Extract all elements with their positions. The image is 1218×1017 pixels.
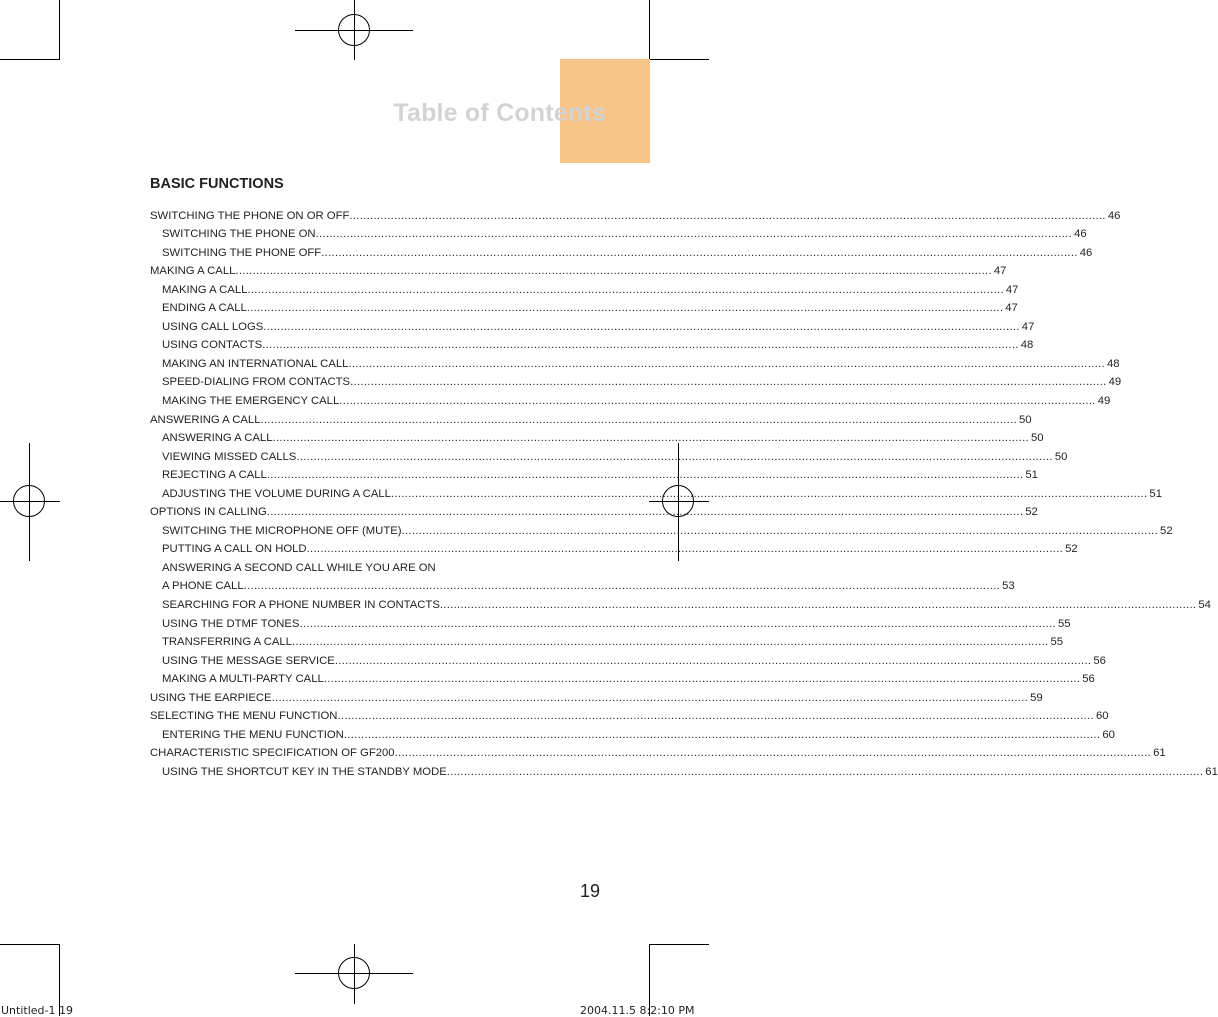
toc-entry [150,687,1043,706]
toc-page-number: 60 [1102,728,1115,741]
toc-entry-text: ADJUSTING THE VOLUME DURING A CALL [162,487,391,500]
toc-entry-text: VIEWING MISSED CALLS [162,450,297,463]
toc-page-number: 51 [1025,469,1038,482]
toc-leader-dots: ............................................................................................................................................................................................................................ [263,320,1020,333]
toc-subentry [150,613,1071,632]
toc-subentry [150,335,1034,354]
toc-page-number: 48 [1106,357,1120,370]
toc-entry-text: USING CONTACTS [162,339,263,352]
toc-subentry [150,483,1162,502]
toc-page-number: 59 [1030,691,1043,704]
toc-leader-dots: ............................................................................................................................................................................................................................ [446,765,1204,778]
toc-subentry [150,520,1173,539]
section-heading: BASIC FUNCTIONS [150,176,284,192]
toc-entry-text: SPEED-DIALING FROM CONTACTS [162,376,351,389]
toc-page-number: 55 [1057,617,1071,630]
toc-page-number: 60 [1095,710,1109,723]
toc-page-number: 47 [1005,283,1019,296]
toc-page-number: 47 [1005,302,1018,315]
toc-subentry [150,724,1115,743]
toc-entry [150,706,1109,725]
toc-leader-dots: ............................................................................................................................................................................................................................ [339,395,1096,408]
toc-leader-dots: ............................................................................................................................................................................................................................ [394,747,1152,760]
toc-page-number: 55 [1050,636,1064,649]
toc-leader-dots: ............................................................................................................................................................................................................................ [235,265,992,278]
toc-page-number: 50 [1031,432,1044,445]
toc-entry-text: REJECTING A CALL [162,469,267,482]
toc-entry-text: SWITCHING THE PHONE ON OR OFF [150,209,350,222]
toc-leader-dots: ............................................................................................................................................................................................................................ [243,580,1001,593]
toc-subentry [150,557,576,576]
toc-subentry [150,632,1064,651]
toc-page-number: 53 [1002,580,1015,593]
toc-entry-text: ANSWERING A CALL [150,413,261,426]
toc-page-number: 46 [1074,228,1087,241]
toc-entry-text: SWITCHING THE MICROPHONE OFF (MUTE) [162,524,402,537]
toc-entry [150,502,1038,521]
toc-leader-dots: ............................................................................................................................................................................................................................ [262,339,1019,352]
toc-entry-text: SELECTING THE MENU FUNCTION [150,710,338,723]
toc-subentry [150,372,1122,391]
toc-entry [150,261,1007,280]
toc-leader-dots: ............................................................................................................................................................................................................................ [306,543,1064,556]
toc-page-number: 46 [1107,209,1121,222]
toc-subentry [150,594,1211,613]
toc-entry-text: PUTTING A CALL ON HOLD [162,543,307,556]
toc-subentry [150,761,1218,780]
toc-entry-text: CHARACTERISTIC SPECIFICATION OF GF200 [150,747,395,760]
toc-leader-dots: ............................................................................................................................................................................................................................ [260,413,1017,426]
toc-subentry [150,465,1038,484]
toc-leader-dots: ............................................................................................................................................................................................................................ [271,691,1029,704]
toc-leader-dots: ............................................................................................................................................................................................................................ [291,636,1049,649]
toc-entry-text: SEARCHING FOR A PHONE NUMBER IN CONTACTS [162,599,440,612]
toc-leader-dots: ............................................................................................................................................................................................................................ [272,432,1029,445]
toc-entry-text: ENDING A CALL [162,302,247,315]
toc-leader-dots: ............................................................................................................................................................................................................................ [337,710,1094,723]
toc-entry-text: USING THE MESSAGE SERVICE [162,654,335,667]
toc-leader-dots: ............................................................................................................................................................................................................................ [439,599,1197,612]
toc-entry-text: SWITCHING THE PHONE OFF [162,246,322,259]
toc-subentry [150,390,1111,409]
toc-leader-dots: ............................................................................................................................................................................................................................ [349,209,1106,222]
toc-subentry [150,353,1120,372]
toc-entry-text: MAKING THE EMERGENCY CALL [162,395,340,408]
toc-page-number: 48 [1020,339,1034,352]
toc-leader-dots: ............................................................................................................................................................................................................................ [296,450,1053,463]
toc-page-number: 61 [1205,765,1218,778]
toc-leader-dots: ............................................................................................................................................................................................................................ [334,654,1092,667]
page-number: 19 [580,881,601,901]
toc-page-number: 52 [1160,524,1173,537]
toc-leader-dots: ............................................................................................................................................................................................................................ [323,673,1081,686]
toc-page-number: 50 [1019,413,1032,426]
toc-subentry [150,576,1015,595]
toc-page-number: 52 [1025,506,1038,519]
footer-file-label: Untitled-1 19 [1,1004,73,1017]
toc-leader-dots: ............................................................................................................................................................................................................................ [246,302,1004,315]
toc-page-number: 61 [1153,747,1166,760]
toc-entry [150,205,1121,224]
toc-entry [150,743,1166,762]
toc-subentry [150,669,1095,688]
toc-entry-text: USING THE SHORTCUT KEY IN THE STANDBY MODE [162,765,447,778]
toc-entry-text: OPTIONS IN CALLING [150,506,267,519]
page-title: Table of Contents [393,99,606,127]
toc-leader-dots: ............................................................................................................................................................................................................................ [350,376,1107,389]
toc-leader-dots: ............................................................................................................................................................................................................................ [401,524,1159,537]
toc-subentry [150,224,1087,243]
toc-leader-dots: ............................................................................................................................................................................................................................ [343,728,1101,741]
toc-page-number: 49 [1097,395,1111,408]
toc-page-number: 52 [1065,543,1078,556]
toc-leader-dots: ............................................................................................................................................................................................................................ [321,246,1078,259]
toc-page-number: 47 [993,265,1007,278]
toc-page-number: 54 [1198,599,1211,612]
toc-subentry [150,316,1035,335]
toc-page-number: 50 [1054,450,1068,463]
toc-entry-text: ANSWERING A SECOND CALL WHILE YOU ARE ON [162,561,436,574]
toc-leader-dots: ............................................................................................................................................................................................................................ [390,487,1148,500]
toc-entry-text: USING CALL LOGS [162,320,264,333]
toc-subentry [150,298,1018,317]
toc-subentry [150,242,1093,261]
toc-leader-dots: ............................................................................................................................................................................................................................ [266,506,1024,519]
toc-page-number: 56 [1082,673,1095,686]
toc-subentry [150,428,1044,447]
toc-page-number: 47 [1021,320,1035,333]
toc-leader-dots: ............................................................................................................................................................................................................................ [348,357,1105,370]
toc-page-number: 49 [1108,376,1122,389]
toc-entry-text: TRANSFERRING A CALL [162,636,292,649]
toc-entry-text: SWITCHING THE PHONE ON [162,228,316,241]
toc-leader-dots: ............................................................................................................................................................................................................................ [266,469,1024,482]
toc-page-number: 51 [1149,487,1162,500]
footer-timestamp: 2004.11.5 8:2:10 PM [580,1004,695,1017]
toc-entry-text: MAKING A CALL [150,265,236,278]
toc-entry-text: MAKING A CALL [162,283,248,296]
toc-page-number: 46 [1079,246,1093,259]
toc-entry-text: USING THE DTMF TONES [162,617,300,630]
toc-entry-text: USING THE EARPIECE [150,691,272,704]
toc-leader-dots: ............................................................................................................................................................................................................................ [299,617,1056,630]
toc-subentry [150,446,1068,465]
toc-leader-dots: ............................................................................................................................................................................................................................ [247,283,1004,296]
toc-subentry [150,539,1078,558]
toc-entry-text: ANSWERING A CALL [162,432,273,445]
toc-entry-text: ENTERING THE MENU FUNCTION [162,728,344,741]
toc-entry-text: MAKING AN INTERNATIONAL CALL [162,357,349,370]
toc-leader-dots: ............................................................................................................................................................................................................................ [315,228,1073,241]
toc-entry-text: MAKING A MULTI-PARTY CALL [162,673,324,686]
toc-subentry [150,279,1019,298]
toc-list [150,205,1218,780]
toc-entry-text: A PHONE CALL [162,580,244,593]
toc-page-number: 56 [1093,654,1106,667]
toc-entry [150,409,1032,428]
toc-subentry [150,650,1106,669]
